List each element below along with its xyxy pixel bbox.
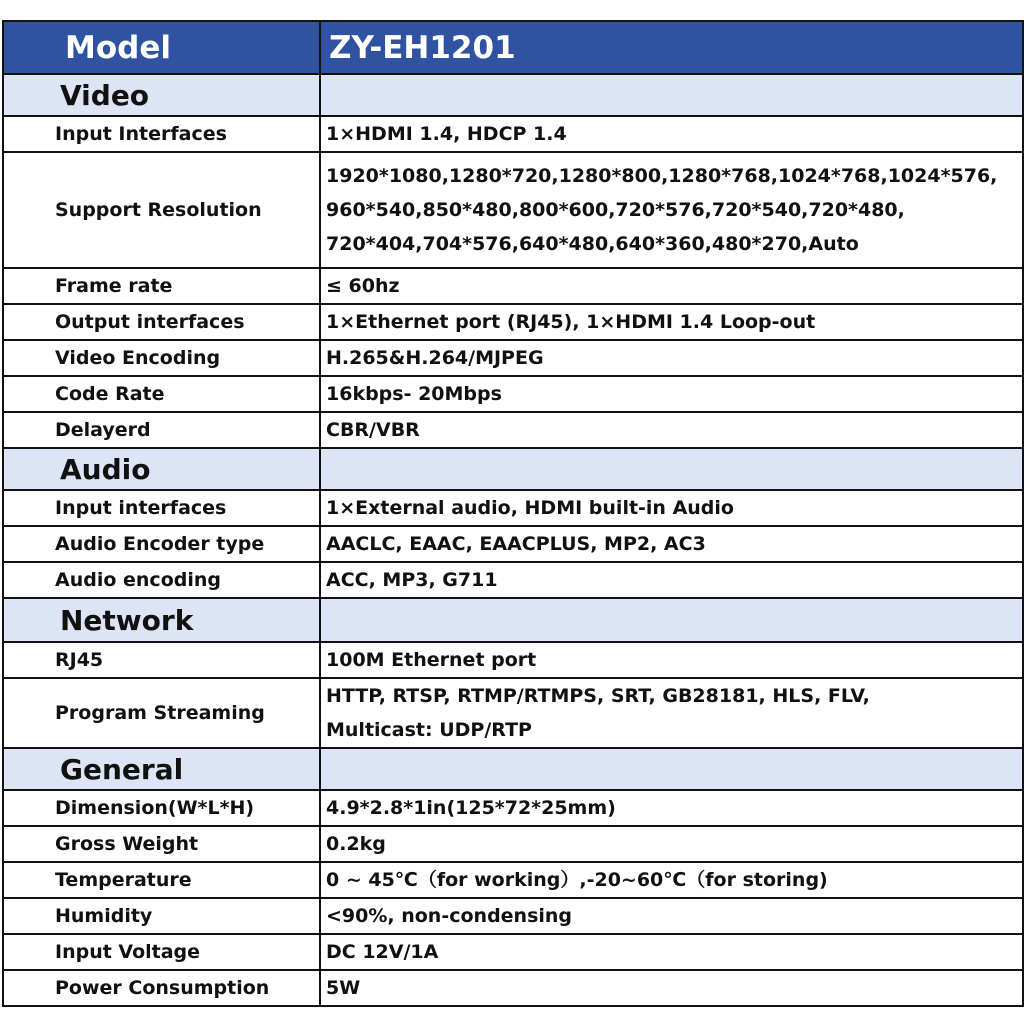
spec-value <box>320 790 1023 826</box>
section-row-audio <box>3 448 1023 490</box>
spec-row-delayerd <box>3 412 1023 448</box>
spec-value-line: 4.9*2.8*1in(125*72*25mm) <box>326 797 616 819</box>
spec-row-program-streaming <box>3 678 1023 748</box>
spec-table-body <box>3 21 1023 1006</box>
spec-row-video-encoding <box>3 340 1023 376</box>
spec-value-line: HTTP, RTSP, RTMP/RTMPS, SRT, GB28181, HLS, FLV, <box>326 685 870 707</box>
spec-row-dimension-w-l-h <box>3 790 1023 826</box>
spec-value <box>320 934 1023 970</box>
spec-key: Humidity <box>3 898 320 934</box>
spec-value-line: 1×Ethernet port (RJ45), 1×HDMI 1.4 Loop-out <box>326 311 816 333</box>
section-title: Video <box>3 74 320 116</box>
spec-key: Program Streaming <box>3 678 320 748</box>
spec-value <box>320 826 1023 862</box>
spec-value-line: Multicast: UDP/RTP <box>326 719 532 741</box>
spec-value <box>320 526 1023 562</box>
spec-value <box>320 678 1023 748</box>
spec-row-output-interfaces <box>3 304 1023 340</box>
section-row-network <box>3 598 1023 642</box>
spec-value-line: 0.2kg <box>326 833 386 855</box>
spec-row-temperature <box>3 862 1023 898</box>
spec-value <box>320 340 1023 376</box>
spec-row-humidity <box>3 898 1023 934</box>
spec-value-line: CBR/VBR <box>326 419 420 441</box>
spec-value <box>320 970 1023 1006</box>
spec-key: Input interfaces <box>3 490 320 526</box>
spec-key: Video Encoding <box>3 340 320 376</box>
spec-value-line: 100M Ethernet port <box>326 649 537 671</box>
section-title: Audio <box>3 448 320 490</box>
spec-value <box>320 304 1023 340</box>
section-value-empty <box>320 598 1023 642</box>
spec-row-audio-encoding <box>3 562 1023 598</box>
spec-value-line: 960*540,850*480,800*600,720*576,720*540,720*480, <box>326 199 905 221</box>
spec-value <box>320 490 1023 526</box>
spec-value-line: ACC, MP3, G711 <box>326 569 498 591</box>
spec-key: Frame rate <box>3 268 320 304</box>
header-value: ZY-EH1201 <box>320 21 1023 74</box>
spec-key: Delayerd <box>3 412 320 448</box>
spec-row-code-rate <box>3 376 1023 412</box>
spec-value-line: 720*404,704*576,640*480,640*360,480*270,Auto <box>326 233 859 255</box>
spec-row-gross-weight <box>3 826 1023 862</box>
section-value-empty <box>320 74 1023 116</box>
section-row-general <box>3 748 1023 790</box>
section-value-empty <box>320 448 1023 490</box>
spec-value-line: AACLC, EAAC, EAACPLUS, MP2, AC3 <box>326 533 706 555</box>
spec-row-input-interfaces <box>3 490 1023 526</box>
spec-key: Power Consumption <box>3 970 320 1006</box>
spec-value <box>320 898 1023 934</box>
spec-row-frame-rate <box>3 268 1023 304</box>
spec-row-audio-encoder-type <box>3 526 1023 562</box>
spec-value-line: 1×HDMI 1.4, HDCP 1.4 <box>326 123 567 145</box>
spec-value <box>320 152 1023 268</box>
spec-value <box>320 268 1023 304</box>
spec-key: RJ45 <box>3 642 320 678</box>
spec-table <box>2 20 1024 1007</box>
section-row-video <box>3 74 1023 116</box>
spec-key: Audio Encoder type <box>3 526 320 562</box>
spec-value <box>320 116 1023 152</box>
spec-key: Gross Weight <box>3 826 320 862</box>
spec-value-line: DC 12V/1A <box>326 941 439 963</box>
spec-value-line: 5W <box>326 977 361 999</box>
header-row <box>3 21 1023 74</box>
spec-row-input-interfaces <box>3 116 1023 152</box>
spec-row-support-resolution <box>3 152 1023 268</box>
spec-value <box>320 862 1023 898</box>
section-title: General <box>3 748 320 790</box>
spec-value-line: 16kbps- 20Mbps <box>326 383 502 405</box>
spec-value-line: 0 ~ 45℃（for working）,-20~60℃（for storing) <box>326 869 828 891</box>
spec-key: Audio encoding <box>3 562 320 598</box>
spec-key: Code Rate <box>3 376 320 412</box>
spec-row-input-voltage <box>3 934 1023 970</box>
spec-row-power-consumption <box>3 970 1023 1006</box>
section-value-empty <box>320 748 1023 790</box>
spec-value-line: H.265&H.264/MJPEG <box>326 347 544 369</box>
spec-key: Support Resolution <box>3 152 320 268</box>
header-key: Model <box>3 21 320 74</box>
spec-value-line: ≤ 60hz <box>326 275 400 297</box>
spec-value <box>320 412 1023 448</box>
spec-value-line: 1920*1080,1280*720,1280*800,1280*768,1024*768,1024*576, <box>326 165 998 187</box>
spec-key: Dimension(W*L*H) <box>3 790 320 826</box>
spec-value <box>320 562 1023 598</box>
spec-value <box>320 376 1023 412</box>
spec-key: Input Interfaces <box>3 116 320 152</box>
spec-key: Output interfaces <box>3 304 320 340</box>
spec-key: Temperature <box>3 862 320 898</box>
spec-value-line: 1×External audio, HDMI built-in Audio <box>326 497 734 519</box>
spec-key: Input Voltage <box>3 934 320 970</box>
spec-row-rj45 <box>3 642 1023 678</box>
spec-value <box>320 642 1023 678</box>
spec-value-line: <90%, non-condensing <box>326 905 573 927</box>
section-title: Network <box>3 598 320 642</box>
